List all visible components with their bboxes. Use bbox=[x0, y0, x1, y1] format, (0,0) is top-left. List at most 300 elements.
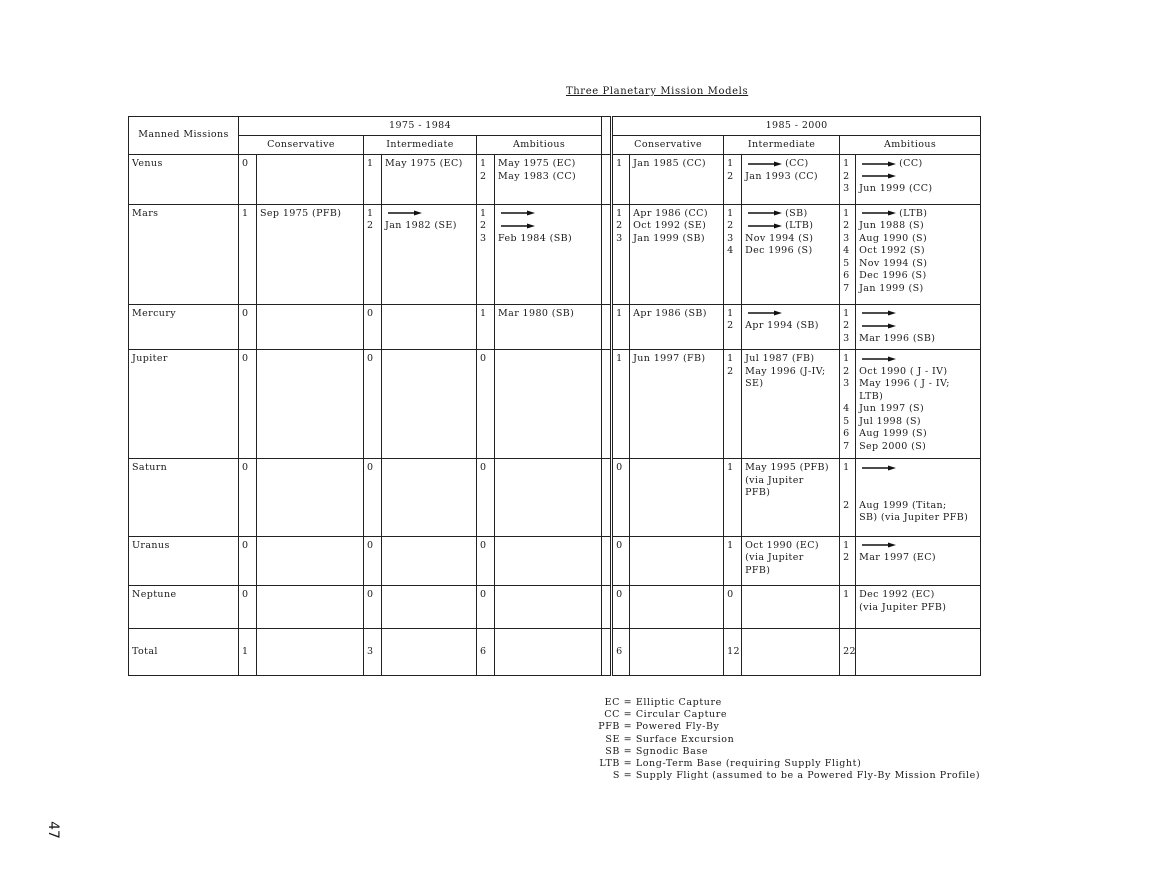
mission-number: 0 bbox=[242, 539, 249, 551]
mission-entry: (via Jupiter bbox=[745, 474, 804, 486]
mission-entry: May 1996 ( J - IV; bbox=[859, 378, 950, 390]
mission-entry bbox=[745, 308, 836, 321]
model-header: Ambitious bbox=[477, 136, 602, 155]
mission-list-cell bbox=[856, 459, 981, 536]
table-body bbox=[129, 155, 981, 676]
mission-number: 1 bbox=[727, 462, 734, 474]
mission-entry: Oct 1992 (SE) bbox=[633, 220, 707, 232]
legend-definition: Powered Fly-By bbox=[635, 721, 720, 733]
mission-number: 0 bbox=[242, 307, 249, 319]
mission-number: 4 bbox=[843, 403, 850, 415]
mission-number: 4 bbox=[727, 245, 734, 257]
legend-abbreviation: LTB bbox=[599, 758, 620, 770]
mission-number bbox=[843, 512, 852, 525]
mission-list-cell bbox=[495, 459, 602, 536]
mission-entry: Jan 1982 (SE) bbox=[385, 220, 457, 232]
mission-entry bbox=[385, 540, 473, 553]
mission-list-cell bbox=[382, 459, 477, 536]
mission-count-cell bbox=[724, 204, 742, 304]
mission-entry: SB) (via Jupiter PFB) bbox=[859, 512, 969, 524]
legend-abbreviation: SB bbox=[605, 745, 620, 757]
mission-entry: Dec 1996 (S) bbox=[859, 270, 927, 282]
mission-list-cell bbox=[382, 536, 477, 586]
legend-abbreviation: S bbox=[612, 770, 620, 782]
mission-number: 3 bbox=[616, 232, 623, 244]
mission-entry: Aug 1999 (S) bbox=[859, 428, 928, 440]
mission-entry bbox=[385, 462, 473, 475]
mission-entry: Jun 1997 (S) bbox=[859, 403, 925, 415]
period-divider bbox=[602, 204, 612, 304]
mission-number: 1 bbox=[843, 462, 850, 474]
mission-number: 1 bbox=[480, 307, 487, 319]
mission-entry bbox=[859, 158, 977, 171]
total-value: 6 bbox=[612, 629, 630, 676]
legend-item bbox=[588, 721, 980, 733]
mission-list-cell bbox=[495, 155, 602, 205]
mission-count-cell bbox=[364, 459, 382, 536]
mission-entry bbox=[498, 589, 598, 602]
arrow-icon bbox=[748, 161, 782, 167]
arrow-icon bbox=[862, 323, 896, 329]
mission-count-cell bbox=[612, 350, 630, 459]
mission-list-cell bbox=[742, 304, 840, 350]
mission-number: 2 bbox=[727, 320, 734, 332]
mission-entry bbox=[260, 462, 360, 475]
mission-number bbox=[727, 487, 738, 500]
legend-equals: = bbox=[620, 709, 636, 721]
mission-count-cell bbox=[840, 536, 856, 586]
mission-entry bbox=[498, 540, 598, 553]
mission-entry: Feb 1984 (SB) bbox=[498, 232, 573, 244]
arrow-icon bbox=[862, 161, 896, 167]
mission-list-cell bbox=[257, 204, 364, 304]
total-empty-cell bbox=[856, 629, 981, 676]
table-row bbox=[129, 536, 981, 586]
row-header: Manned Missions bbox=[129, 117, 239, 155]
mission-number: 2 bbox=[727, 365, 734, 377]
mission-entry bbox=[498, 208, 598, 221]
mission-number: 1 bbox=[480, 207, 487, 219]
mission-number: 2 bbox=[480, 170, 487, 182]
legend-item bbox=[588, 758, 980, 770]
mission-entry: Oct 1990 ( J - IV) bbox=[859, 365, 948, 377]
mission-number: 3 bbox=[843, 183, 850, 194]
mission-number: 6 bbox=[843, 428, 850, 440]
mission-entry bbox=[745, 158, 836, 171]
mission-list-cell bbox=[742, 536, 840, 586]
mission-entry bbox=[385, 308, 473, 321]
mission-count-cell bbox=[239, 350, 257, 459]
period-divider bbox=[602, 304, 612, 350]
mission-number bbox=[843, 602, 852, 615]
mission-number: 1 bbox=[843, 589, 850, 601]
total-label: Total bbox=[129, 629, 239, 676]
arrow-icon bbox=[862, 310, 896, 316]
mission-entry bbox=[859, 320, 977, 333]
mission-entry: Oct 1992 (S) bbox=[859, 245, 925, 257]
mission-list-cell bbox=[495, 536, 602, 586]
mission-list-cell bbox=[856, 536, 981, 586]
mission-count-cell bbox=[477, 586, 495, 629]
mission-entry: PFB) bbox=[745, 487, 771, 499]
mission-count-cell bbox=[840, 586, 856, 629]
mission-entry bbox=[498, 220, 598, 233]
mission-number: 2 bbox=[727, 170, 734, 182]
mission-number: 1 bbox=[843, 539, 850, 551]
mission-entry: (CC) bbox=[899, 158, 923, 169]
planet-label: Uranus bbox=[129, 536, 239, 586]
arrow-icon bbox=[862, 173, 896, 179]
mission-entry: LTB) bbox=[859, 390, 884, 402]
period-divider bbox=[602, 155, 612, 205]
mission-entry bbox=[859, 353, 977, 366]
table-row bbox=[129, 459, 981, 536]
mission-count-cell bbox=[724, 155, 742, 205]
mission-count-cell bbox=[477, 204, 495, 304]
mission-entry: Jan 1999 (SB) bbox=[633, 232, 705, 244]
mission-number: 2 bbox=[367, 220, 374, 232]
mission-list-cell bbox=[495, 204, 602, 304]
mission-entry bbox=[859, 540, 977, 553]
mission-count-cell bbox=[612, 459, 630, 536]
mission-count-cell bbox=[724, 459, 742, 536]
mission-count-cell bbox=[364, 350, 382, 459]
mission-count-cell bbox=[364, 586, 382, 629]
mission-count-cell bbox=[840, 350, 856, 459]
mission-list-cell bbox=[856, 204, 981, 304]
mission-entry: Sep 1975 (PFB) bbox=[260, 207, 342, 219]
mission-count-cell bbox=[239, 204, 257, 304]
mission-number bbox=[843, 487, 852, 500]
mission-entry bbox=[859, 475, 977, 488]
mission-entry: Jan 1993 (CC) bbox=[745, 170, 819, 182]
mission-entry: Jun 1999 (CC) bbox=[859, 183, 933, 194]
mission-entry bbox=[745, 220, 836, 233]
total-value: 6 bbox=[477, 629, 495, 676]
mission-entry: Mar 1996 (SB) bbox=[859, 332, 936, 344]
mission-list-cell bbox=[495, 304, 602, 350]
mission-number bbox=[843, 391, 852, 404]
arrow-icon bbox=[748, 310, 782, 316]
legend-item bbox=[588, 770, 980, 782]
mission-number: 1 bbox=[727, 207, 734, 219]
mission-list-cell bbox=[257, 586, 364, 629]
mission-entry bbox=[859, 308, 977, 321]
mission-list-cell bbox=[742, 204, 840, 304]
total-value: 22 bbox=[840, 629, 856, 676]
mission-count-cell bbox=[840, 204, 856, 304]
mission-number: 1 bbox=[843, 158, 850, 169]
mission-list-cell bbox=[382, 155, 477, 205]
mission-list-cell bbox=[856, 586, 981, 629]
mission-number: 0 bbox=[367, 307, 374, 319]
mission-entry: (LTB) bbox=[785, 220, 814, 232]
mission-list-cell bbox=[630, 155, 724, 205]
table-row bbox=[129, 350, 981, 459]
mission-entry bbox=[260, 158, 360, 171]
mission-entry: (CC) bbox=[785, 158, 809, 169]
mission-entry bbox=[859, 462, 977, 475]
mission-list-cell bbox=[495, 350, 602, 459]
table-row bbox=[129, 304, 981, 350]
mission-number: 0 bbox=[480, 462, 487, 474]
mission-count-cell bbox=[840, 459, 856, 536]
table-row bbox=[129, 586, 981, 629]
mission-entry: Aug 1990 (S) bbox=[859, 232, 928, 244]
mission-number: 1 bbox=[367, 158, 374, 169]
arrow-icon bbox=[862, 465, 896, 471]
legend-abbreviation: CC bbox=[604, 709, 620, 721]
mission-number bbox=[727, 565, 738, 578]
mission-entry: Jul 1998 (S) bbox=[859, 415, 921, 427]
mission-entry bbox=[859, 208, 977, 221]
mission-models-table bbox=[128, 116, 981, 676]
mission-number bbox=[727, 552, 738, 565]
mission-list-cell bbox=[856, 350, 981, 459]
mission-number: 0 bbox=[242, 353, 249, 365]
mission-number: 1 bbox=[843, 307, 850, 319]
legend-equals: = bbox=[620, 758, 636, 770]
mission-number: 2 bbox=[843, 499, 850, 511]
arrow-icon bbox=[862, 356, 896, 362]
planet-label: Venus bbox=[129, 155, 239, 205]
mission-count-cell bbox=[724, 350, 742, 459]
mission-entry: Nov 1994 (S) bbox=[859, 257, 928, 269]
legend-abbreviation: PFB bbox=[598, 721, 620, 733]
mission-entry: Apr 1986 (SB) bbox=[633, 307, 707, 319]
mission-count-cell bbox=[477, 459, 495, 536]
mission-entry: Oct 1990 (EC) bbox=[745, 539, 820, 551]
mission-number: 6 bbox=[843, 270, 850, 282]
mission-entry bbox=[745, 208, 836, 221]
legend-definition: Supply Flight (assumed to be a Powered Fly-By Mission Profile) bbox=[635, 770, 981, 782]
mission-entry: Dec 1992 (EC) bbox=[859, 589, 935, 601]
mission-number: 0 bbox=[242, 589, 249, 601]
mission-entry: May 1975 (EC) bbox=[385, 158, 463, 169]
legend-item bbox=[588, 697, 980, 709]
mission-entry bbox=[859, 171, 977, 184]
arrow-icon bbox=[501, 223, 535, 229]
legend-equals: = bbox=[620, 697, 636, 708]
mission-entry bbox=[260, 308, 360, 321]
mission-entry: Apr 1986 (CC) bbox=[633, 207, 708, 219]
mission-number: 2 bbox=[616, 220, 623, 232]
mission-number: 1 bbox=[616, 158, 623, 169]
mission-count-cell bbox=[477, 155, 495, 205]
legend-definition: Sgnodic Base bbox=[635, 745, 709, 757]
mission-entry: Mar 1997 (EC) bbox=[859, 552, 937, 564]
model-header: Intermediate bbox=[724, 136, 840, 155]
legend-item bbox=[588, 734, 980, 746]
mission-number: 2 bbox=[843, 170, 850, 182]
period-header: 1985 - 2000 bbox=[612, 117, 981, 136]
arrow-icon bbox=[748, 223, 782, 229]
mission-entry: Sep 2000 (S) bbox=[859, 440, 927, 452]
mission-number: 2 bbox=[843, 220, 850, 232]
arrow-icon bbox=[862, 210, 896, 216]
mission-count-cell bbox=[477, 350, 495, 459]
mission-entry bbox=[498, 353, 598, 366]
mission-list-cell bbox=[630, 536, 724, 586]
mission-entry bbox=[633, 540, 720, 553]
mission-number: 5 bbox=[843, 415, 850, 427]
mission-entry: (via Jupiter PFB) bbox=[859, 601, 947, 613]
period-divider bbox=[602, 117, 612, 155]
mission-number: 2 bbox=[843, 365, 850, 377]
mission-entry: Jan 1985 (CC) bbox=[633, 158, 707, 169]
mission-number bbox=[727, 378, 738, 391]
mission-entry: May 1975 (EC) bbox=[498, 158, 576, 169]
mission-count-cell bbox=[477, 304, 495, 350]
mission-count-cell bbox=[724, 304, 742, 350]
legend-equals: = bbox=[620, 721, 636, 733]
period-divider bbox=[602, 536, 612, 586]
planet-label: Saturn bbox=[129, 459, 239, 536]
mission-number: 0 bbox=[367, 539, 374, 551]
mission-number: 0 bbox=[616, 462, 623, 474]
mission-list-cell bbox=[382, 304, 477, 350]
mission-number: 1 bbox=[843, 353, 850, 365]
mission-number: 0 bbox=[616, 589, 623, 601]
mission-number: 1 bbox=[616, 353, 623, 365]
mission-count-cell bbox=[239, 155, 257, 205]
mission-number: 0 bbox=[242, 158, 249, 169]
mission-number: 1 bbox=[843, 207, 850, 219]
mission-number: 1 bbox=[727, 307, 734, 319]
mission-number: 1 bbox=[616, 307, 623, 319]
legend-definition: Elliptic Capture bbox=[635, 697, 722, 708]
page-number: 47 bbox=[44, 821, 61, 839]
mission-entry: Nov 1994 (S) bbox=[745, 232, 814, 244]
mission-entry bbox=[260, 589, 360, 602]
mission-count-cell bbox=[364, 155, 382, 205]
period-divider bbox=[602, 459, 612, 536]
mission-list-cell bbox=[742, 586, 840, 629]
mission-list-cell bbox=[382, 586, 477, 629]
arrow-icon bbox=[501, 210, 535, 216]
mission-entry: Jun 1997 (FB) bbox=[633, 353, 706, 365]
mission-count-cell bbox=[840, 155, 856, 205]
table-row bbox=[129, 204, 981, 304]
mission-count-cell bbox=[239, 536, 257, 586]
mission-number: 3 bbox=[843, 332, 850, 344]
mission-number: 2 bbox=[480, 220, 487, 232]
mission-list-cell bbox=[257, 536, 364, 586]
mission-count-cell bbox=[477, 536, 495, 586]
mission-list-cell bbox=[630, 459, 724, 536]
mission-list-cell bbox=[257, 155, 364, 205]
mission-entry bbox=[633, 462, 720, 475]
mission-count-cell bbox=[840, 304, 856, 350]
mission-list-cell bbox=[742, 155, 840, 205]
mission-number: 3 bbox=[480, 232, 487, 244]
mission-list-cell bbox=[742, 459, 840, 536]
mission-entry: SE) bbox=[745, 378, 764, 390]
mission-number: 1 bbox=[480, 158, 487, 169]
mission-count-cell bbox=[364, 204, 382, 304]
mission-list-cell bbox=[856, 304, 981, 350]
mission-number: 0 bbox=[480, 353, 487, 365]
mission-number: 3 bbox=[727, 232, 734, 244]
mission-number: 0 bbox=[367, 462, 374, 474]
planet-label: Mercury bbox=[129, 304, 239, 350]
arrow-icon bbox=[388, 210, 422, 216]
mission-number: 0 bbox=[480, 539, 487, 551]
total-empty-cell bbox=[257, 629, 364, 676]
total-empty-cell bbox=[382, 629, 477, 676]
mission-number: 1 bbox=[367, 207, 374, 219]
mission-list-cell bbox=[382, 204, 477, 304]
mission-entry: (LTB) bbox=[899, 207, 928, 219]
planet-label: Neptune bbox=[129, 586, 239, 629]
mission-count-cell bbox=[364, 304, 382, 350]
mission-number: 2 bbox=[843, 552, 850, 564]
legend bbox=[588, 697, 980, 782]
arrow-icon bbox=[862, 542, 896, 548]
mission-count-cell bbox=[724, 536, 742, 586]
total-row bbox=[129, 629, 981, 676]
mission-number: 0 bbox=[480, 589, 487, 601]
mission-count-cell bbox=[612, 155, 630, 205]
mission-entry: PFB) bbox=[745, 564, 771, 576]
mission-number: 0 bbox=[367, 353, 374, 365]
total-empty-cell bbox=[742, 629, 840, 676]
mission-count-cell bbox=[239, 459, 257, 536]
mission-number: 0 bbox=[242, 462, 249, 474]
mission-number bbox=[727, 475, 738, 488]
legend-abbreviation: SE bbox=[605, 733, 620, 745]
mission-number bbox=[843, 475, 852, 488]
arrow-icon bbox=[748, 210, 782, 216]
mission-number: 2 bbox=[727, 220, 734, 232]
mission-list-cell bbox=[630, 586, 724, 629]
mission-number: 4 bbox=[843, 245, 850, 257]
mission-entry: May 1996 (J-IV; bbox=[745, 365, 826, 377]
mission-count-cell bbox=[239, 586, 257, 629]
mission-count-cell bbox=[612, 204, 630, 304]
mission-number: 1 bbox=[727, 539, 734, 551]
mission-entry: Mar 1980 (SB) bbox=[498, 307, 575, 319]
legend-abbreviation: EC bbox=[604, 697, 620, 708]
table-row bbox=[129, 155, 981, 205]
mission-entry: May 1983 (CC) bbox=[498, 170, 577, 182]
model-header: Conservative bbox=[239, 136, 364, 155]
mission-number: 1 bbox=[616, 207, 623, 219]
mission-list-cell bbox=[630, 304, 724, 350]
legend-equals: = bbox=[620, 733, 636, 745]
legend-definition: Circular Capture bbox=[635, 709, 728, 721]
model-header: Intermediate bbox=[364, 136, 477, 155]
mission-count-cell bbox=[724, 586, 742, 629]
mission-number: 2 bbox=[843, 320, 850, 332]
mission-number: 1 bbox=[727, 353, 734, 365]
period-divider bbox=[602, 629, 612, 676]
mission-entry: Aug 1999 (Titan; bbox=[859, 499, 947, 511]
mission-entry bbox=[385, 589, 473, 602]
mission-number: 5 bbox=[843, 257, 850, 269]
planet-label: Jupiter bbox=[129, 350, 239, 459]
mission-list-cell bbox=[382, 350, 477, 459]
mission-entry bbox=[385, 353, 473, 366]
mission-list-cell bbox=[630, 204, 724, 304]
mission-entry: (SB) bbox=[785, 207, 808, 219]
mission-entry bbox=[859, 487, 977, 500]
mission-entry bbox=[260, 353, 360, 366]
mission-number: 0 bbox=[367, 589, 374, 601]
mission-entry: Jun 1988 (S) bbox=[859, 220, 925, 232]
planet-label: Mars bbox=[129, 204, 239, 304]
total-empty-cell bbox=[630, 629, 724, 676]
